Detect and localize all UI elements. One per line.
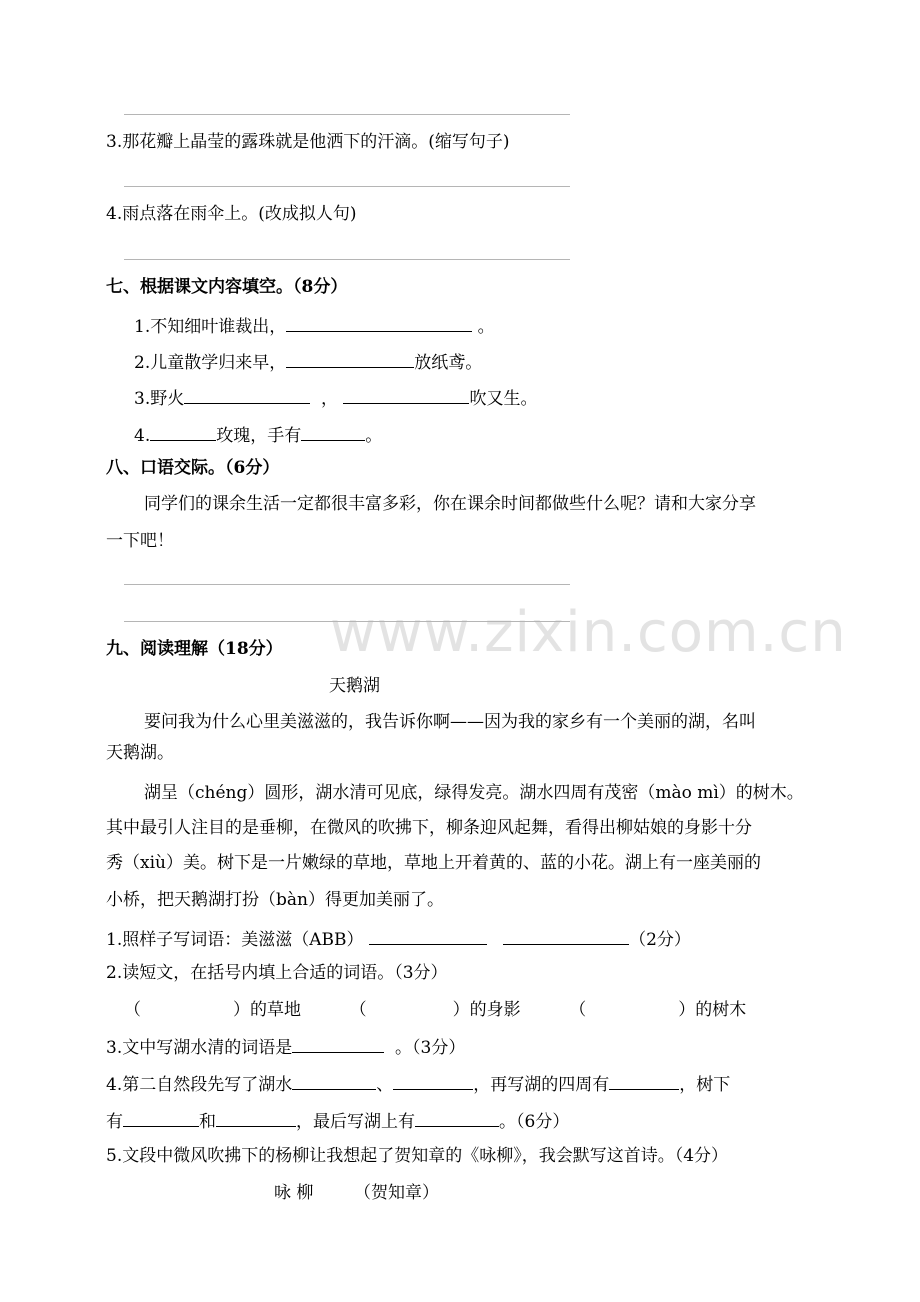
answer-line[interactable]: [124, 259, 570, 260]
fill-blank[interactable]: [216, 1108, 296, 1127]
q8-heading: 八、口语交际。（6分）: [106, 458, 280, 478]
passage-line: 要问我为什么心里美滋滋的，我告诉你啊——因为我的家乡有一个美丽的湖，名叫: [144, 712, 756, 732]
fill-blank[interactable]: [393, 1071, 473, 1090]
fill-blank[interactable]: [503, 926, 629, 945]
fill-blank[interactable]: [292, 1071, 376, 1090]
q9-sub-3: 3.文中写湖水清的词语是 。（3分）: [106, 1034, 465, 1060]
fill-blank[interactable]: [150, 422, 216, 441]
fill-blank[interactable]: [609, 1071, 679, 1090]
passage-title: 天鹅湖: [329, 676, 380, 696]
fill-blank[interactable]: [343, 385, 469, 404]
q9-sub-2: 2.读短文，在括号内填上合适的词语。（3分）: [106, 963, 448, 983]
q7-item-2: 2.儿童散学归来早， 放纸鸢。: [134, 349, 482, 375]
q9-sub-4-line-1: 4.第二自然段先写了湖水 、 ，再写湖的四周有 ，树下: [106, 1071, 730, 1097]
q8-text-line-1: 同学们的课余生活一定都很丰富多彩，你在课余时间都做些什么呢？请和大家分享: [144, 494, 756, 514]
answer-line[interactable]: [124, 584, 570, 585]
fill-blank[interactable]: [369, 926, 487, 945]
poem-author: （贺知章）: [354, 1183, 439, 1203]
q9-sub-1: 1.照样子写词语：美滋滋（ABB） （2分）: [106, 926, 691, 952]
q7-item-4: 4. 玫瑰，手有 。: [134, 422, 382, 448]
q9-heading: 九、阅读理解（18分）: [106, 639, 283, 659]
q8-text-line-2: 一下吧！: [106, 531, 174, 551]
fill-blank[interactable]: [123, 1108, 199, 1127]
passage-line: 其中最引人注目的是垂柳，在微风的吹拂下，柳条迎风起舞，看得出柳姑娘的身影十分: [106, 818, 752, 838]
q6-item-3: 3.那花瓣上晶莹的露珠就是他洒下的汗滴。(缩写句子): [106, 132, 510, 152]
fill-blank[interactable]: [292, 1034, 384, 1053]
poem-title: 咏 柳: [274, 1183, 314, 1203]
watermark: www.zixin.com.cn: [330, 600, 847, 665]
fill-blank[interactable]: [301, 422, 365, 441]
q9-sub-4-line-2: 有 和 ，最后写湖上有 。（6分）: [106, 1108, 569, 1134]
passage-line: 秀（xiù）美。树下是一片嫩绿的草地，草地上开着黄的、蓝的小花。湖上有一座美丽的: [106, 853, 761, 873]
fill-blank[interactable]: [286, 349, 414, 368]
fill-blank[interactable]: [286, 313, 472, 332]
passage-line: 湖呈（chéng）圆形，湖水清可见底，绿得发亮。湖水四周有茂密（mào mì）的树木。: [144, 783, 804, 803]
answer-line[interactable]: [124, 621, 570, 622]
fill-blank[interactable]: [415, 1108, 499, 1127]
q9-sub-2-blanks: （ ）的草地 （ ）的身影 （ ）的树木: [124, 1000, 747, 1020]
q7-item-3: 3.野火 ， 吹又生。: [134, 385, 537, 411]
q7-heading: 七、根据课文内容填空。（8分）: [106, 277, 348, 297]
passage-line: 天鹅湖。: [106, 743, 174, 763]
q6-item-4: 4.雨点落在雨伞上。(改成拟人句): [106, 204, 357, 224]
answer-line[interactable]: [124, 186, 570, 187]
q9-sub-5: 5.文段中微风吹拂下的杨柳让我想起了贺知章的《咏柳》，我会默写这首诗。（4分）: [106, 1146, 729, 1166]
fill-blank[interactable]: [184, 385, 310, 404]
answer-line[interactable]: [124, 114, 570, 115]
passage-line: 小桥，把天鹅湖打扮（bàn）得更加美丽了。: [106, 890, 444, 910]
q7-item-1: 1.不知细叶谁裁出， 。: [134, 313, 495, 339]
